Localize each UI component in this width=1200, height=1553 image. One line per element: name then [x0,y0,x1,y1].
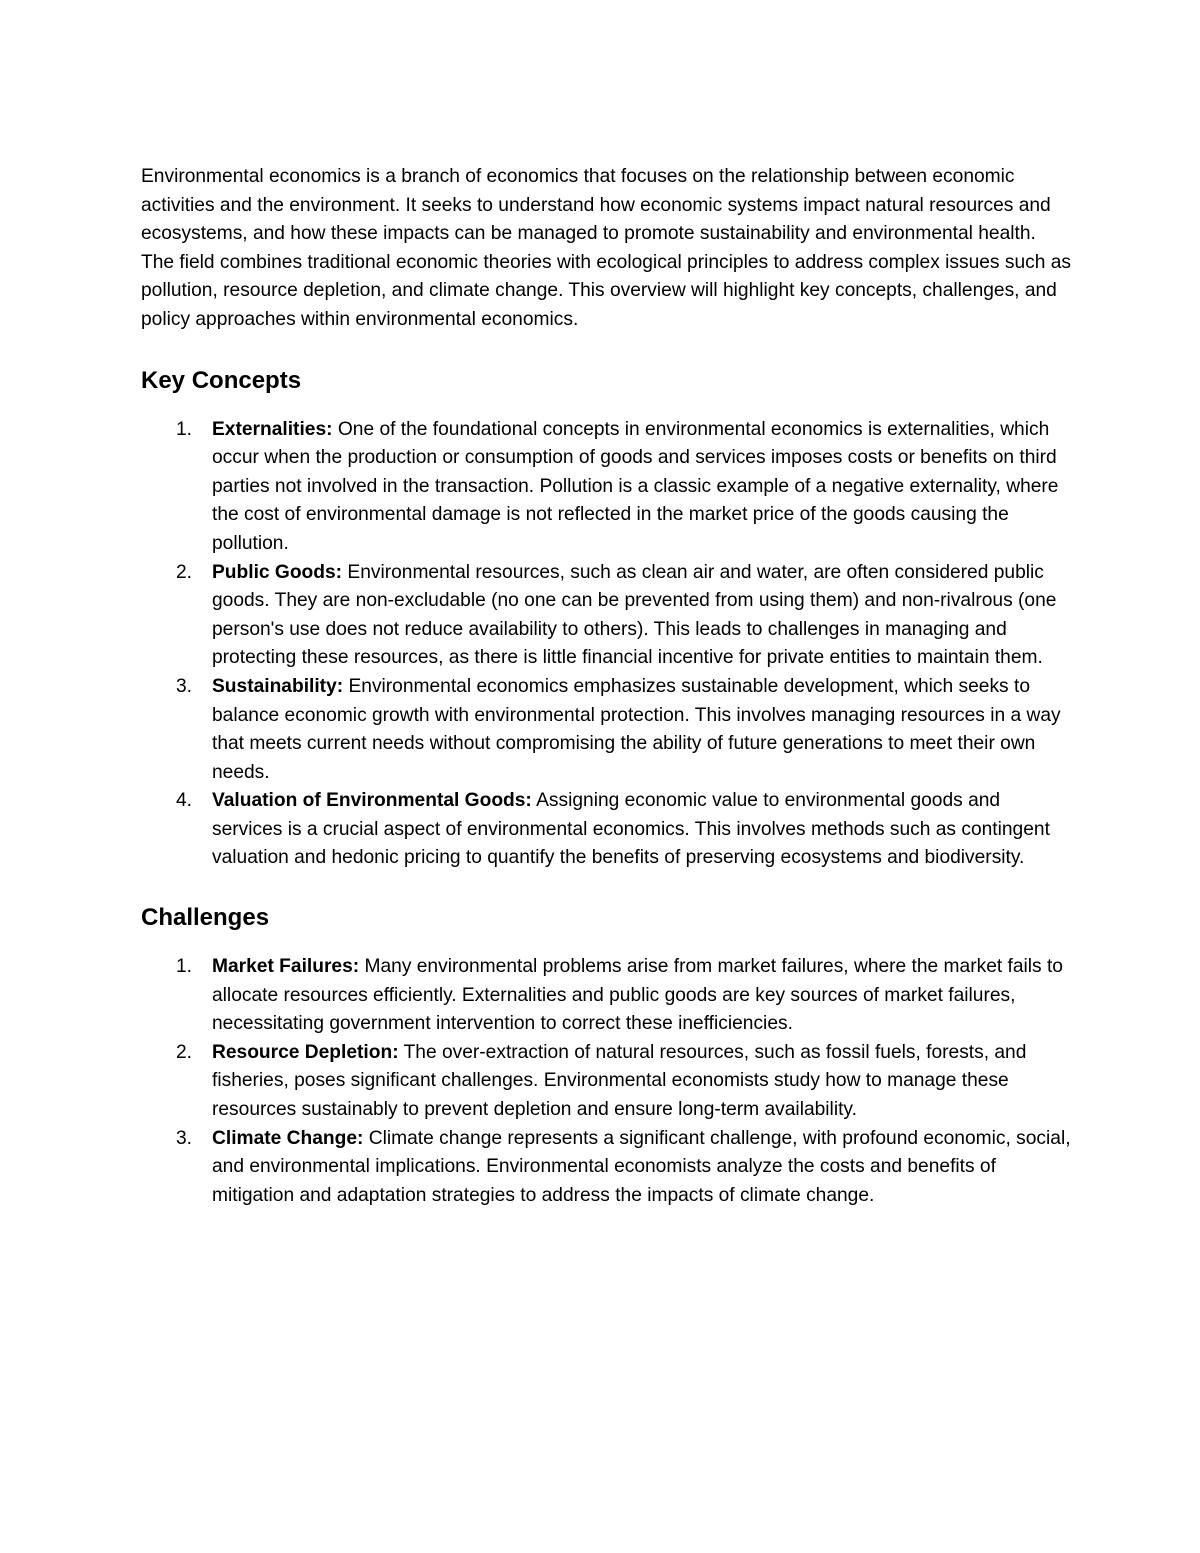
document-page [141,163,1071,1210]
list-term: Sustainability: [212,675,344,697]
list-term: Valuation of Environmental Goods: [212,790,532,812]
list-number: 2. [176,1041,193,1063]
list-item [141,1039,1071,1125]
list-item [141,416,1071,559]
list-item [141,559,1071,673]
list-term: Public Goods: [212,561,343,583]
list-text: Many environmental problems arise from market failures, where the market fails to allocate resources efficiently. Externalities and public goods are key sources of market failures, necessitating government intervention to correct these inefficiencies. [212,956,1063,1035]
challenges-heading: Challenges [141,904,270,932]
list-text: Environmental resources, such as clean air and water, are often considered public goods. They are non-excludable (no one can be prevented from using them) and non-rivalrous (one person's use does not reduce availability to others). This leads to challenges in managing and protecting these resources, as there is little financial incentive for private entities to maintain them. [212,561,1057,669]
intro-paragraph: Environmental economics is a branch of economics that focuses on the relationship between economic activities and the environment. It seeks to understand how economic systems impact natural resources and ecosystems, and how these impacts can be managed to promote sustainability and environmental health. The field combines traditional economic theories with ecological principles to address complex issues such as pollution, resource depletion, and climate change. This overview will highlight key concepts, challenges, and policy approaches within environmental economics. [141,166,1071,330]
list-term: Climate Change: [212,1127,364,1149]
challenges-list [141,953,1071,1210]
list-number: 1. [176,418,193,440]
list-term: Resource Depletion: [212,1041,399,1063]
key-concepts-list [141,416,1071,874]
list-item [141,673,1071,787]
list-number: 4. [176,790,193,812]
list-term: Market Failures: [212,956,360,978]
list-text: Assigning economic value to environmental goods and services is a crucial aspect of environmental economics. This involves methods such as contingent valuation and hedonic pricing to quantify the benefits of preserving ecosystems and biodiversity. [212,790,1050,869]
list-item [141,787,1071,873]
list-text: The over-extraction of natural resources, such as fossil fuels, forests, and fisheries, poses significant challenges. Environmental economists study how to manage these resources sustainably to prevent depletion and ensure long-term availability. [212,1041,1027,1121]
list-text: Environmental economics emphasizes sustainable development, which seeks to balance economic growth with environmental protection. This involves managing resources in a way that meets current needs without compromising the ability of future generations to meet their own needs. [212,675,1061,783]
list-number: 3. [176,1127,193,1149]
list-number: 2. [176,561,193,583]
list-text: Climate change represents a significant challenge, with profound economic, social, and environmental implications. Environmental economists analyze the costs and benefits of mitigation and adaptation strategies to address the impacts of climate change. [212,1127,1071,1206]
key-concepts-heading: Key Concepts [141,366,302,394]
list-term: Externalities: [212,418,333,440]
list-number: 1. [176,956,193,978]
list-item [141,953,1071,1039]
list-text: One of the foundational concepts in environmental economics is externalities, which occur when the production or consumption of goods and services imposes costs or benefits on third parties not involved in the transaction. Pollution is a classic example of a negative externality, where the cost of environmental damage is not reflected in the market price of the goods causing the pollution. [212,418,1059,554]
list-item [141,1125,1071,1211]
list-number: 3. [176,675,193,697]
